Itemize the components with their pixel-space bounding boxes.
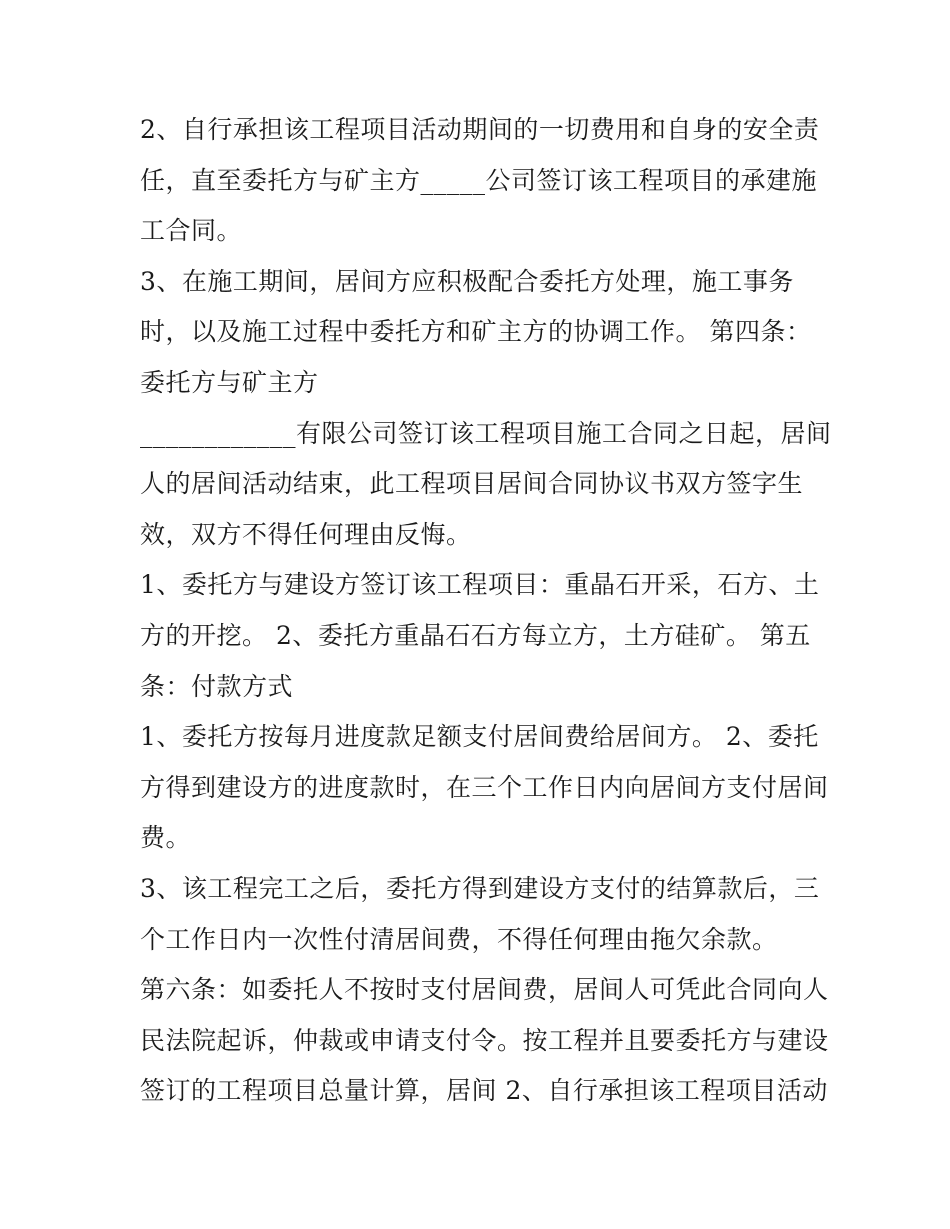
- text-line: 方的开挖。 2、委托方重晶石石方每立方，土方硅矿。 第五: [140, 620, 811, 650]
- text-line: 2、自行承担该工程项目活动期间的一切费用和自身的安全责: [140, 115, 820, 144]
- text-line: 条：付款方式: [140, 671, 294, 701]
- text-line: 时，以及施工过程中委托方和矿主方的协调工作。 第四条：: [140, 317, 812, 347]
- text-line: 方得到建设方的进度款时，在三个工作日内向居间方支付居间: [140, 772, 829, 802]
- text-line: 费。: [140, 823, 192, 853]
- text-line: 个工作日内一次性付清居间费，不得任何理由拖欠余款。: [140, 924, 778, 954]
- text-line: 民法院起诉，仲裁或申请支付令。按工程并且要委托方与建设: [140, 1025, 829, 1055]
- text-line: 3、该工程完工之后，委托方得到建设方支付的结算款后，三: [140, 873, 820, 903]
- text-line: 人的居间活动结束，此工程项目居间合同协议书双方签字生: [140, 469, 804, 499]
- text-line: 签订的工程项目总量计算，居间 2、自行承担该工程项目活动: [140, 1076, 828, 1106]
- text-line: 1、委托方与建设方签订该工程项目：重晶石开采，石方、土: [140, 570, 820, 600]
- text-line: 效，双方不得任何理由反悔。: [140, 519, 472, 549]
- text-line: 3、在施工期间，居间方应积极配合委托方处理，施工事务: [140, 266, 794, 296]
- text-line: 工合同。: [140, 216, 243, 246]
- text-line: ____________有限公司签订该工程项目施工合同之日起，居间: [140, 418, 832, 448]
- text-line: 任，直至委托方与矿主方_____公司签订该工程项目的承建施: [140, 165, 818, 195]
- document-page: [140, 105, 840, 1117]
- text-line: 委托方与矿主方: [140, 367, 319, 397]
- text-line: 第六条：如委托人不按时支付居间费，居间人可凭此合同向人: [140, 975, 829, 1005]
- text-line: 1、委托方按每月进度款足额支付居间费给居间方。 2、委托: [140, 722, 819, 752]
